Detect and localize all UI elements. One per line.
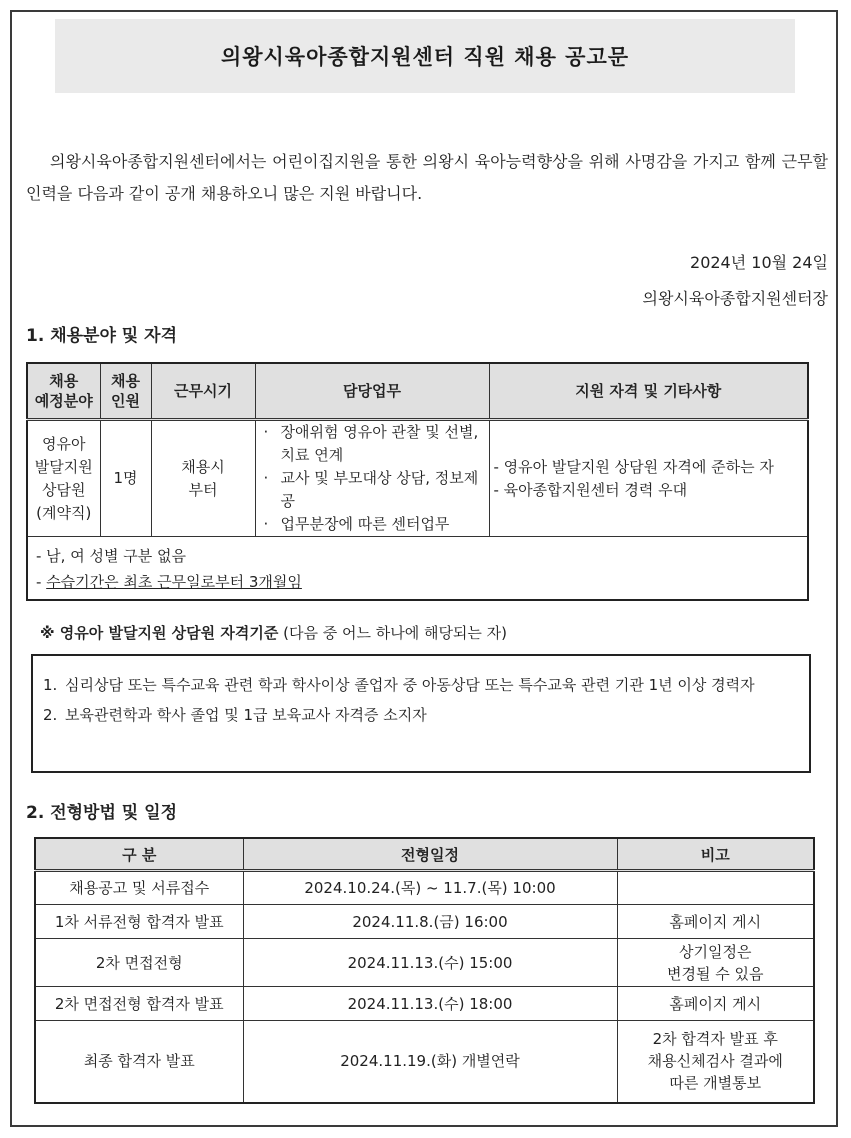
cell-schedule: 2024.11.19.(화) 개별연락 (243, 1021, 617, 1103)
list-item: 1. 심리상담 또는 특수교육 관련 학과 학사이상 졸업자 중 아동상담 또는 특수교육 관련 기관 1년 이상 경력자 (43, 676, 755, 694)
issuer-name: 의왕시육아종합지원센터장 (642, 289, 828, 308)
cell-quals (489, 420, 808, 537)
table-row (35, 1021, 814, 1103)
recruitment-table-header (27, 363, 808, 420)
schedule-table (34, 837, 815, 1104)
cell-count: 1명 (100, 420, 151, 537)
cell-category: 1차 서류전형 합격자 발표 (35, 905, 243, 939)
intro-paragraph: 의왕시육아종합지원센터에서는 어린이집지원을 통한 의왕시 육아능력향상을 위해 사명감을 가지고 함께 근무할 인력을 다음과 같이 공개 채용하오니 많은 지원 바랍니다. (26, 152, 828, 203)
cell-field: 영유아 발달지원 상담원 (계약직) (27, 420, 100, 537)
cell-remarks: 2차 합격자 발표 후 채용신체검사 결과에 따른 개별통보 (617, 1021, 814, 1103)
cell-remarks: 홈페이지 게시 (617, 905, 814, 939)
cell-remarks (617, 871, 814, 905)
cell-category: 최종 합격자 발표 (35, 1021, 243, 1103)
table-row (35, 871, 814, 905)
list-item: · 업무분장에 따른 센터업무 (264, 513, 489, 536)
list-item: 2. 보육관련학과 학사 졸업 및 1급 보육교사 자격증 소지자 (43, 706, 427, 724)
header-schedule: 전형일정 (243, 838, 617, 871)
note-gender: - 남, 여 성별 구분 없음 (36, 547, 186, 565)
list-item: · 장애위험 영유아 관찰 및 선별, 치료 연계 (264, 421, 489, 467)
cell-category: 채용공고 및 서류접수 (35, 871, 243, 905)
table-row (35, 987, 814, 1021)
cell-duties (255, 420, 489, 537)
cell-schedule: 2024.11.8.(금) 16:00 (243, 905, 617, 939)
header-remarks: 비고 (617, 838, 814, 871)
cell-period: 채용시 부터 (151, 420, 255, 537)
header-quals: 지원 자격 및 기타사항 (489, 363, 808, 420)
cell-remarks: 상기일정은 변경될 수 있음 (617, 939, 814, 987)
criteria-box (31, 654, 811, 773)
table-row (35, 905, 814, 939)
notes-cell (27, 537, 808, 601)
page-title: 의왕시육아종합지원센터 직원 채용 공고문 (220, 45, 630, 69)
cell-category: 2차 면접전형 (35, 939, 243, 987)
list-item: - 육아종합지원센터 경력 우대 (493, 480, 688, 499)
cell-schedule: 2024.11.13.(수) 15:00 (243, 939, 617, 987)
section2-heading: 2. 전형방법 및 일정 (26, 803, 177, 823)
list-item: · 교사 및 부모대상 상담, 정보제공 (264, 467, 489, 513)
recruitment-table (26, 362, 809, 601)
announcement-date: 2024년 10월 24일 (690, 253, 828, 272)
cell-category: 2차 면접전형 합격자 발표 (35, 987, 243, 1021)
table-row (35, 939, 814, 987)
cell-remarks: 홈페이지 게시 (617, 987, 814, 1021)
schedule-table-header (35, 838, 814, 871)
section1-heading: 1. 채용분야 및 자격 (26, 326, 177, 346)
list-item: - 영유아 발달지원 상담원 자격에 준하는 자 (493, 457, 774, 476)
header-period: 근무시기 (151, 363, 255, 420)
cell-schedule: 2024.11.13.(수) 18:00 (243, 987, 617, 1021)
notes-row (27, 537, 808, 601)
header-field: 채용 예정분야 (27, 363, 100, 420)
title-banner (55, 19, 795, 93)
note-probation: - 수습기간은 최초 근무일로부터 3개월임 (36, 573, 302, 591)
table-row (27, 420, 808, 537)
criteria-heading: ※ 영유아 발달지원 상담원 자격기준 (다음 중 어느 하나에 해당되는 자) (40, 624, 508, 642)
header-category: 구 분 (35, 838, 243, 871)
header-count: 채용 인원 (100, 363, 151, 420)
cell-schedule: 2024.10.24.(목) ~ 11.7.(목) 10:00 (243, 871, 617, 905)
header-duties: 담당업무 (255, 363, 489, 420)
